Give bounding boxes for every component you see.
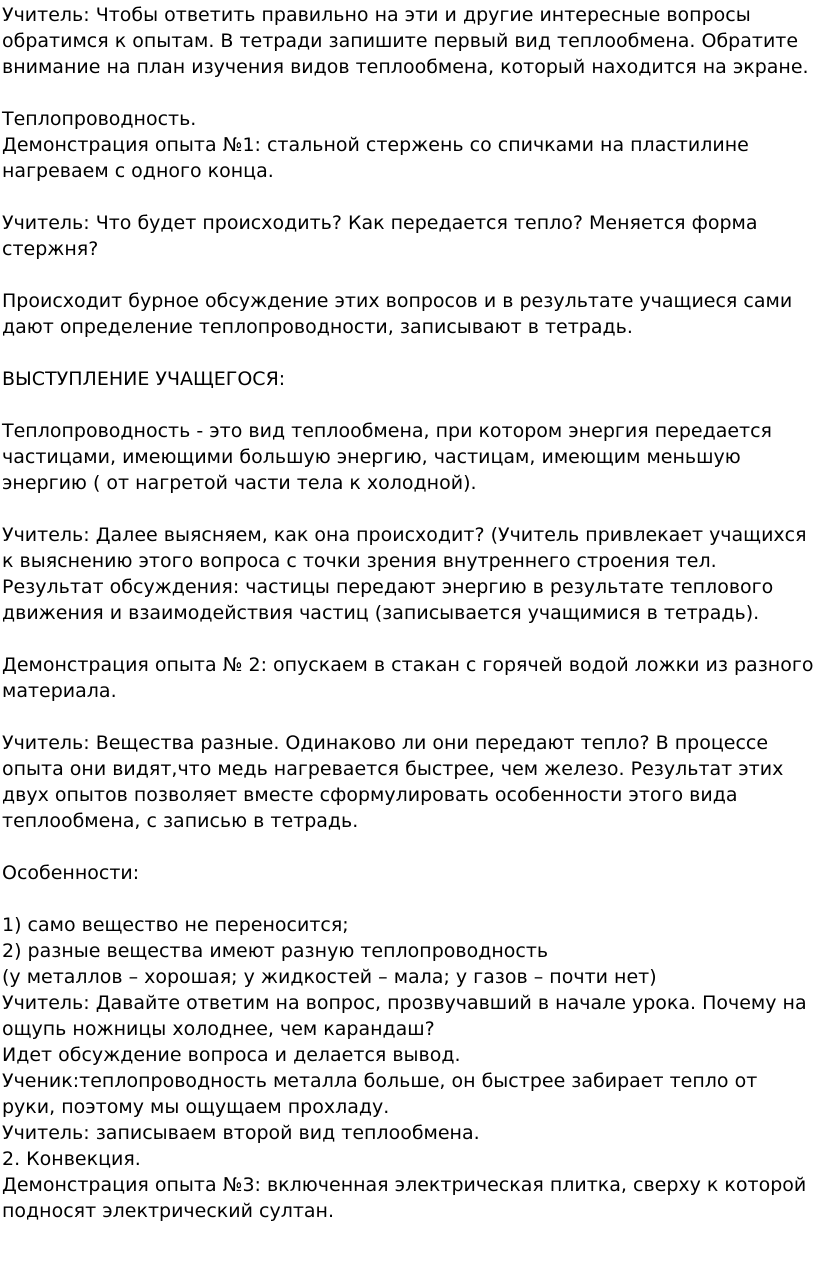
paragraph-conduction-definition: Теплопроводность - это вид теплообмена, при котором энергия передается частицами, имеющими большую энергию, частицам, имеющим меньшую энергию ( от нагретой части тела к холодной). [2, 420, 772, 494]
paragraph-teacher-questions: Учитель: Что будет происходить? Как передается тепло? Меняется форма стержня? [2, 212, 758, 260]
paragraph-teacher-scissors-question: Учитель: Давайте ответим на вопрос, прозвучавший в начале урока. Почему на ощупь ножницы холоднее, чем карандаш? [2, 992, 807, 1040]
paragraph-student-speech-heading: ВЫСТУПЛЕНИЕ УЧАЩЕГОСЯ: [2, 368, 286, 390]
paragraph-conductivity-examples: (у металлов – хорошая; у жидкостей – мала; у газов – почти нет) [2, 966, 657, 988]
list-item-feature-2: 2) разные вещества имеют разную теплопроводность [2, 940, 549, 962]
paragraph-demo-3: Демонстрация опыта №3: включенная электрическая плитка, сверху к которой подносят электрический султан. [2, 1174, 807, 1222]
paragraph-features-heading: Особенности: [2, 862, 140, 884]
paragraph-teacher-intro: Учитель: Чтобы ответить правильно на эти и другие интересные вопросы обратимся к опытам. В тетради запишите первый вид теплообмена. Обратите внимание на план изучения видов теплообмена, который находится на экране. [2, 4, 809, 78]
paragraph-heading-conduction: Теплопроводность. [2, 108, 197, 130]
paragraph-demo-1: Демонстрация опыта №1: стальной стержень со спичками на пластилине нагреваем с одного конца. [2, 134, 749, 182]
paragraph-teacher-mechanism: Учитель: Далее выясняем, как она происходит? (Учитель привлекает учащихся к выяснению этого вопроса с точки зрения внутреннего строения тел. Результат обсуждения: частицы передают энергию в результате теплового движения и взаимодействия частиц (записывается учащимися в тетрадь). [2, 524, 807, 624]
paragraph-demo-2: Демонстрация опыта № 2: опускаем в стакан с горячей водой ложки из разного материала. [2, 654, 814, 702]
paragraph-student-answer: Ученик:теплопроводность металла больше, он быстрее забирает тепло от руки, поэтому мы ощущаем прохладу. [2, 1070, 758, 1118]
paragraph-teacher-second-type: Учитель: записываем второй вид теплообмена. [2, 1122, 480, 1144]
paragraph-heading-convection: 2. Конвекция. [2, 1148, 141, 1170]
paragraph-discussion-conclusion: Идет обсуждение вопроса и делается вывод. [2, 1044, 461, 1066]
list-item-feature-1: 1) само вещество не переносится; [2, 914, 349, 936]
paragraph-teacher-substances: Учитель: Вещества разные. Одинаково ли они передают тепло? В процессе опыта они видят,что медь нагревается быстрее, чем железо. Результат этих двух опытов позволяет вместе сформулировать особенности этого вида теплообмена, с записью в тетрадь. [2, 732, 784, 832]
paragraph-discussion: Происходит бурное обсуждение этих вопросов и в результате учащиеся сами дают определение теплопроводности, записывают в тетрадь. [2, 290, 793, 338]
